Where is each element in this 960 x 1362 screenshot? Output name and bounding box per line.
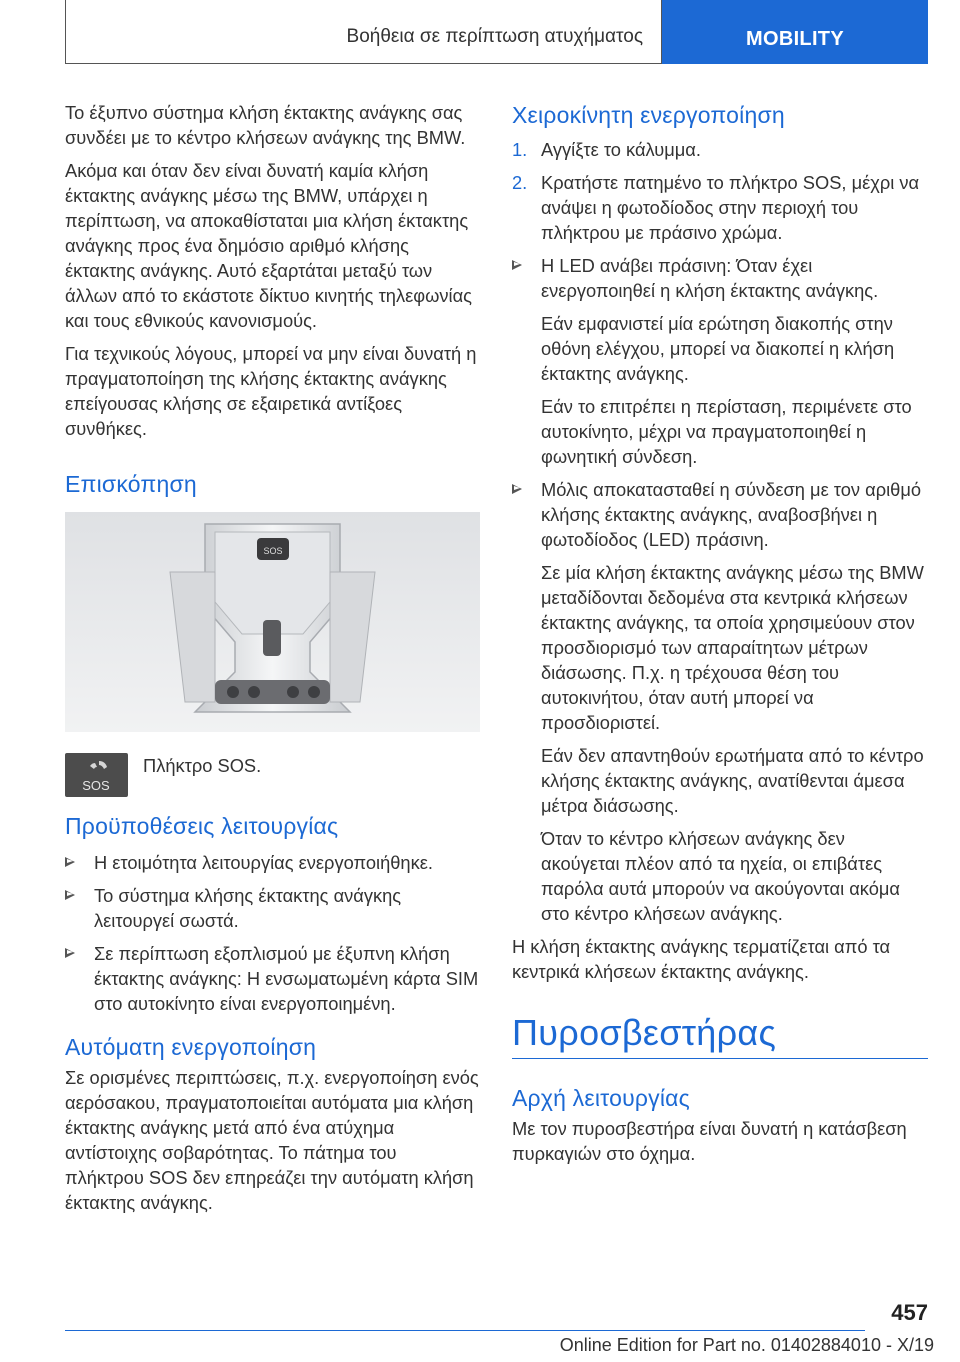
chapter-tab [662,0,928,64]
closing-text: Η κλήση έκτακτης ανάγκης τερματίζεται από τα κεντρικά κλήσεων έκτακτης ανάγκης. [512,936,891,982]
triangle-bullet-icon [512,260,522,270]
page-header [65,0,928,64]
intro-paragraph-2: Ακόμα και όταν δεν είναι δυνατή καμία κλήση έκτακτης ανάγκης μέσω της BMW, υπάρχει η περίπτωση, να αποκαθίσταται μια κλήση έκτακτης ανάγκης προς ένα δημόσιο αριθμό κλήσης έκτακτης ανάγκης. Αυτό εξαρτάται μεταξύ των άλλων από το εκάστοτε δίκτυο κινητής τηλεφωνίας και τους εθνικούς κανονισμούς. [65,160,472,331]
section-title: Βοήθεια σε περίπτωση ατυχήματος [346,26,643,47]
sos-button-icon [65,753,128,797]
result1-detail-1: Εάν εμφανιστεί μία ερώτηση διακοπής στην οθόνη ελέγχου, μπορεί να διακοπεί η κλήση έκτακτης ανάγκης. [541,313,895,384]
automatic-activation-text: Σε ορισμένες περιπτώσεις, π.χ. ενεργοποίηση ενός αερόσακου, πραγματοποιείται αυτόματα μια κλήση έκτακτης ανάγκης μετά από ένα ατύχημα αντίστοιχης σοβαρότητας. Το πάτημα του πλήκτρου SOS δεν επηρεάζει την αυτόματη κλήση έκτακτης ανάγκης. [65,1067,479,1213]
left-column [65,100,480,1223]
section-title-box [65,0,662,64]
result2-detail-2: Εάν δεν απαντηθούν ερωτήματα από το κέντρο κλήσης έκτακτης ανάγκης, ανατίθενται άμεσα μέτρα διάσωσης. [541,745,924,816]
triangle-bullet-icon [65,890,75,900]
prerequisites-heading: Προϋποθέσεις λειτουργίας [65,813,339,839]
manual-steps [512,137,928,245]
fire-extinguisher-section [512,1012,928,1059]
result2-detail-3: Όταν το κέντρο κλήσεων ανάγκης δεν ακούγεται πλέον από τα ηχεία, οι επιβάτες παρόλα αυτά μπορούν να ακούγονται ακόμα στο κέντρο κλήσεων ανάγκης. [541,828,900,924]
overhead-console-illustration [65,512,480,732]
results-list [512,253,928,303]
principle-text: Με τον πυροσβεστήρα είναι δυνατή η κατάσβεση πυρκαγιών στο όχημα. [512,1118,907,1164]
svg-text:SOS: SOS [263,546,283,556]
automatic-activation-heading: Αυτόματη ενεργοποίηση [65,1034,317,1060]
triangle-bullet-icon [512,484,522,494]
right-column [512,100,928,1174]
list-item: 2. Κρατήστε πατημένο το πλήκτρο SOS, μέχρι να ανάψει η φωτοδίοδος στην περιοχή του πλήκτρου με πράσινο χρώμα. [512,172,920,243]
sos-icon-text: SOS [82,778,110,793]
list-item: Σε περίπτωση εξοπλισμού με έξυπνη κλήση έκτακτης ανάγκης: Η ενσωματωμένη κάρτα SIM στο αυτοκίνητο είναι ενεργοποιημένη. [65,941,480,1016]
overview-heading: Επισκόπηση [65,471,197,497]
triangle-bullet-icon [65,857,75,867]
footer-divider [65,1330,865,1331]
list-item: Το σύστημα κλήσης έκτακτης ανάγκης λειτουργεί σωστά. [65,883,480,933]
principle-heading: Αρχή λειτουργίας [512,1085,690,1111]
results-list-2 [512,477,928,552]
edition-footer: Online Edition for Part no. 01402884010 - X/19 [559,1335,934,1355]
list-item: 1. Αγγίξτε το κάλυμμα. [512,139,701,160]
sos-button-legend [65,753,480,811]
list-item: Μόλις αποκατασταθεί η σύνδεση με τον αριθμό κλήσης έκτακτης ανάγκης, αναβοσβήνει η φωτοδίοδος (LED) πράσινη. [512,477,928,552]
intro-paragraph-1: Το έξυπνο σύστημα κλήση έκτακτης ανάγκης σας συνδέει με το κέντρο κλήσεων ανάγκης της BMW. [65,102,466,148]
list-item: Η LED ανάβει πράσινη: Όταν έχει ενεργοποιηθεί η κλήση έκτακτης ανάγκης. [512,253,928,303]
page-number: 457 [891,1300,928,1325]
list-item: Η ετοιμότητα λειτουργίας ενεργοποιήθηκε. [65,850,480,875]
intro-paragraph-3: Για τεχνικούς λόγους, μπορεί να μην είναι δυνατή η πραγματοποίηση της κλήσης έκτακτης ανάγκης επείγουσας κλήσης σε εξαιρετικά αντίξοες συνθήκες. [65,343,477,439]
manual-activation-heading: Χειροκίνητη ενεργοποίηση [512,102,785,128]
prerequisites-list [65,850,480,1016]
sos-console-photo [65,512,480,732]
sos-button-caption: Πλήκτρο SOS. [143,755,262,776]
result2-detail-1: Σε μία κλήση έκτακτης ανάγκης μέσω της BMW μεταδίδονται δεδομένα στα κεντρικά κλήσεων έκτακτης ανάγκης, τα οποία χρησιμεύουν στον προσδιορισμό των απαραίτητων μέτρων διάσωσης. Π.χ. η τρέχουσα θέση του αυτοκινήτου, όταν αυτή μπορεί να προσδιοριστεί. [541,562,924,733]
fire-extinguisher-heading: Πυροσβεστήρας [512,1012,777,1053]
result1-detail-2: Εάν το επιτρέπει η περίσταση, περιμένετε στο αυτοκίνητο, μέχρι να πραγματοποιηθεί η φωνητική σύνδεση. [541,396,912,467]
chapter-tab-label: MOBILITY [746,28,844,50]
triangle-bullet-icon [65,948,75,958]
